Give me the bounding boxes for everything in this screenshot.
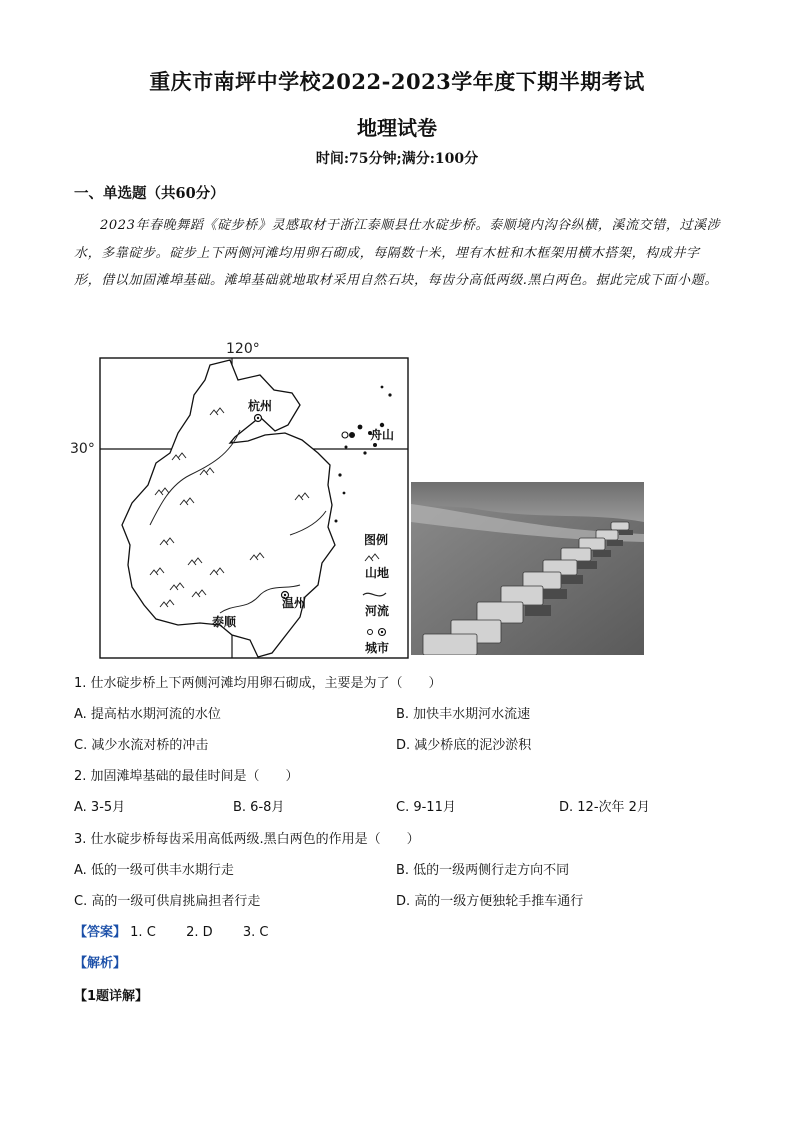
question-1-option-d[interactable]: D. 减少桥底的泥沙淤积 <box>396 738 532 753</box>
question-3-option-d[interactable]: D. 高的一级方便独轮手推车通行 <box>396 894 584 909</box>
exam-info: 时间:75分钟;满分:100分 <box>315 151 479 167</box>
legend-mountain: 山地 <box>365 566 390 580</box>
city-label-hangzhou: 杭州 <box>248 399 273 413</box>
question-2-option-a[interactable]: A. 3-5月 <box>74 800 126 815</box>
section-heading: 一、单选题（共60分） <box>74 185 225 202</box>
exam-title: 重庆市南坪中学校2022-2023学年度下期半期考试 <box>149 69 645 94</box>
city-label-wenzhou: 温州 <box>282 596 307 610</box>
legend-title: 图例 <box>364 533 389 547</box>
answer-item-1: 1. C <box>130 925 156 940</box>
question-1-option-a[interactable]: A. 提高枯水期河流的水位 <box>74 707 221 722</box>
question-1-option-c[interactable]: C. 减少水流对桥的冲击 <box>74 738 209 753</box>
longitude-label: 120° <box>226 341 260 357</box>
zhejiang-map <box>60 335 420 660</box>
detail-heading: 【1题详解】 <box>74 989 149 1004</box>
answer-item-2: 2. D <box>186 925 213 940</box>
city-dot-hangzhou <box>257 417 259 419</box>
question-3-option-b[interactable]: B. 低的一级两侧行走方向不同 <box>396 863 570 878</box>
answer-label: 【答案】 <box>74 925 127 940</box>
question-3-stem: 3. 仕水碇步桥每齿采用高低两级.黑白两色的作用是（ ） <box>74 832 420 847</box>
legend-river: 河流 <box>365 604 390 618</box>
question-3-option-c[interactable]: C. 高的一级可供肩挑扁担者行走 <box>74 894 261 909</box>
latitude-label: 30° <box>70 441 95 457</box>
legend-city: 城市 <box>365 641 390 655</box>
answer-row <box>74 921 269 940</box>
city-label-taishun: 泰顺 <box>212 615 237 629</box>
bridge-photo <box>411 482 644 655</box>
question-2-option-c[interactable]: C. 9-11月 <box>396 800 456 815</box>
question-3-option-a[interactable]: A. 低的一级可供丰水期行走 <box>74 863 234 878</box>
exam-subject: 地理试卷 <box>357 116 437 140</box>
question-1-option-b[interactable]: B. 加快丰水期河水流速 <box>396 707 531 722</box>
city-marker-zhoushan <box>342 432 348 438</box>
question-2-option-d[interactable]: D. 12-次年 2月 <box>559 800 650 815</box>
intro-paragraph: 2023年春晚舞蹈《碇步桥》灵感取材于浙江泰顺县仕水碇步桥。泰顺境内沟谷纵横，溪流交错，过溪涉水，多靠碇步。碇步上下两侧河滩均用卵石砌成，每隔数十米，埋有木桩和木框架用横木搭架，构成井字形，借以加固滩埠基础。滩埠基础就地取材采用自然石块，每齿分高低两级.黑白两色。据此完成下面小题。 <box>74 218 721 288</box>
question-2-stem: 2. 加固滩埠基础的最佳时间是（ ） <box>74 769 299 784</box>
question-1-stem: 1. 仕水碇步桥上下两侧河滩均用卵石砌成，主要是为了（ ） <box>74 676 442 691</box>
answer-item-3: 3. C <box>242 925 269 940</box>
question-2-option-b[interactable]: B. 6-8月 <box>233 800 285 815</box>
city-label-zhoushan: 舟山 <box>370 428 395 442</box>
analysis-label: 【解析】 <box>74 956 127 971</box>
